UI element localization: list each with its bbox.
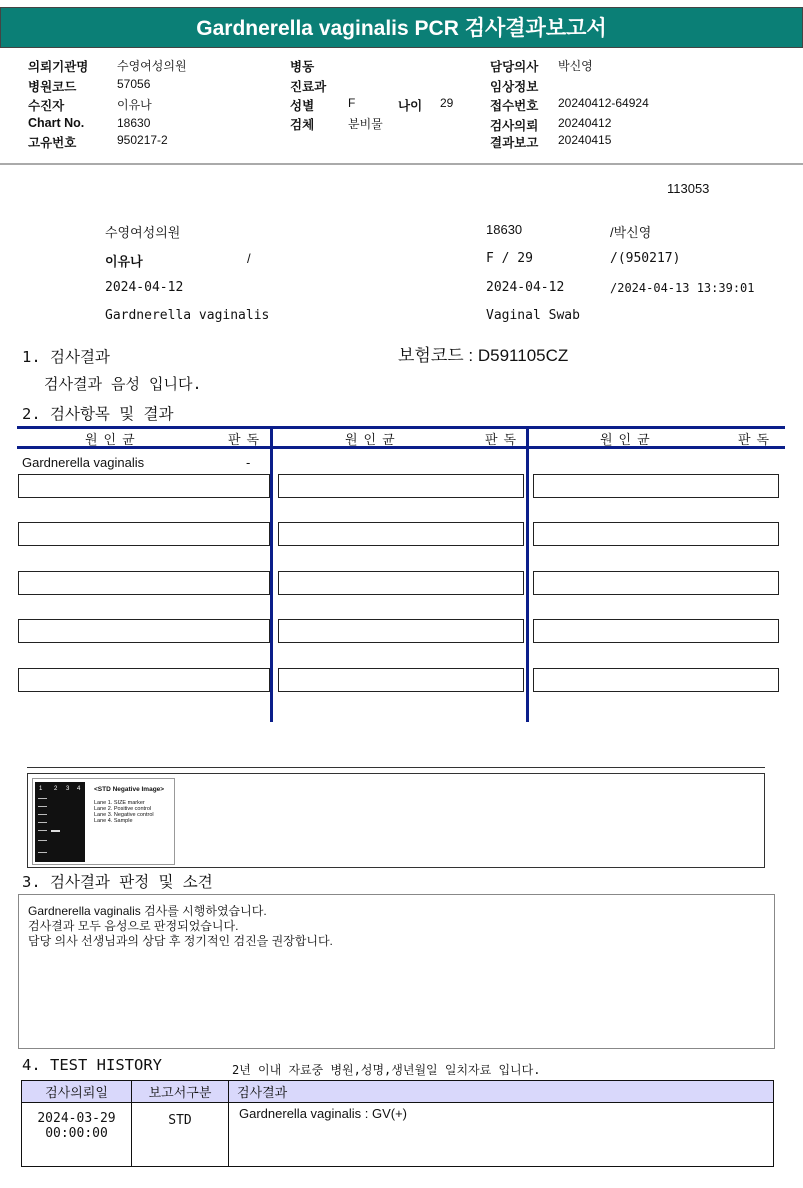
pathogen-judgment: - <box>246 455 251 470</box>
empty-result-cell <box>18 668 270 692</box>
history-type: STD <box>132 1103 229 1167</box>
gel-top-rule <box>27 767 765 768</box>
unique-label: 고유번호 <box>28 136 77 150</box>
gel-lane-1: 1 <box>39 786 43 792</box>
summary-doctor: /박신영 <box>610 225 652 240</box>
institution-value: 수영여성의원 <box>117 59 187 73</box>
table-row <box>22 1103 774 1167</box>
empty-result-cell <box>278 522 524 546</box>
chart-label: Chart No. <box>28 116 85 130</box>
history-col-type: 보고서구분 <box>132 1081 229 1103</box>
report-id: 113053 <box>667 181 710 196</box>
chart-value: 18630 <box>117 116 151 130</box>
age-value: 29 <box>440 96 454 110</box>
summary-receipt-date: 2024-04-12 <box>486 280 565 295</box>
gel-legend-2: Lane 2. Positive control <box>94 806 152 812</box>
empty-result-cell <box>278 474 524 498</box>
patient-value: 이유나 <box>117 98 152 112</box>
gel-band <box>38 852 47 853</box>
grid-divider-1 <box>270 426 273 722</box>
summary-clinic: 수영여성의원 <box>105 225 181 240</box>
doctor-value: 박신영 <box>558 59 593 73</box>
history-date: 2024-03-29 <box>37 1111 116 1126</box>
age-label: 나이 <box>398 99 423 113</box>
comment-line-1: Gardnerella vaginalis 검사를 시행하였습니다. <box>28 904 267 918</box>
empty-result-cell <box>278 571 524 595</box>
section1-title: 1. 검사결과 <box>22 348 110 366</box>
unique-value: 950217-2 <box>117 133 168 147</box>
request-value: 20240412 <box>558 116 612 130</box>
gel-legend-3: Lane 3. Negative control <box>94 812 154 818</box>
comment-line-3: 담당 의사 선생님과의 상담 후 정기적인 검진을 권장합니다. <box>28 934 333 948</box>
empty-result-cell <box>278 619 524 643</box>
specimen-value: 분비물 <box>348 117 383 131</box>
pathogen-name: Gardnerella vaginalis <box>22 455 145 470</box>
sex-label: 성별 <box>290 99 315 113</box>
empty-result-cell <box>533 668 779 692</box>
empty-result-cell <box>533 522 779 546</box>
report-label: 결과보고 <box>490 136 539 150</box>
summary-slash: / <box>247 251 251 266</box>
gel-legend-4: Lane 4. Sample <box>94 818 133 824</box>
receipt-value: 20240412-64924 <box>558 96 649 110</box>
gel-band <box>38 840 47 841</box>
section4-title: 4. TEST HISTORY <box>22 1056 162 1074</box>
empty-result-cell <box>533 619 779 643</box>
history-note: 2년 이내 자료중 병원,성명,생년월일 일치자료 입니다. <box>232 1063 541 1077</box>
gel-lane-2: 2 <box>54 786 58 792</box>
history-col-result: 검사결과 <box>229 1081 774 1103</box>
grid-divider-2 <box>526 426 529 722</box>
gel-band <box>38 830 47 831</box>
request-label: 검사의뢰 <box>490 119 539 133</box>
col-judgment-2: 판독 <box>485 433 523 448</box>
gel-lane-4: 4 <box>77 786 81 792</box>
gel-band <box>38 806 47 807</box>
empty-result-cell <box>533 571 779 595</box>
gel-band <box>38 814 47 815</box>
summary-birth: /(950217) <box>610 251 681 266</box>
history-date-cell <box>22 1103 132 1167</box>
specimen-label: 검체 <box>290 118 315 132</box>
report-title: Gardnerella vaginalis PCR 검사결과보고서 <box>0 7 803 48</box>
col-pathogen-1: 원인균 <box>85 433 141 448</box>
col-pathogen-3: 원인균 <box>600 433 656 448</box>
gel-band <box>38 822 47 823</box>
insurance-code: 보험코드 : D591105CZ <box>398 346 569 365</box>
doctor-label: 담당의사 <box>490 60 539 74</box>
summary-patient-name: 이유나 <box>105 254 143 269</box>
summary-test-name: Gardnerella vaginalis <box>105 308 270 323</box>
gel-caption: <STD Negative Image> <box>94 786 165 793</box>
history-time: 00:00:00 <box>45 1126 108 1141</box>
summary-chart-no: 18630 <box>486 222 523 237</box>
col-pathogen-2: 원인균 <box>345 433 401 448</box>
summary-request-date: 2024-04-12 <box>105 280 184 295</box>
empty-result-cell <box>278 668 524 692</box>
report-value: 20240415 <box>558 133 612 147</box>
gel-band <box>38 798 47 799</box>
section2-title: 2. 검사항목 및 결과 <box>22 405 174 423</box>
institution-label: 의뢰기관명 <box>28 60 89 74</box>
receipt-label: 접수번호 <box>490 99 539 113</box>
history-header-row <box>22 1081 774 1103</box>
history-col-date: 검사의뢰일 <box>22 1081 132 1103</box>
section3-title: 3. 검사결과 판정 및 소견 <box>22 873 213 891</box>
col-judgment-1: 판독 <box>228 433 266 448</box>
empty-result-cell <box>18 571 270 595</box>
comment-line-2: 검사결과 모두 음성으로 판정되었습니다. <box>28 919 239 933</box>
result-summary-text: 검사결과 음성 입니다. <box>44 375 202 393</box>
ward-label: 병동 <box>290 60 315 74</box>
summary-specimen: Vaginal Swab <box>486 308 580 323</box>
hospital-code-value: 57056 <box>117 77 151 91</box>
clinical-label: 임상정보 <box>490 80 539 94</box>
empty-result-cell <box>18 474 270 498</box>
dept-label: 진료과 <box>290 80 327 94</box>
summary-report-datetime: /2024-04-13 13:39:01 <box>610 281 755 295</box>
gel-lane-3: 3 <box>66 786 70 792</box>
patient-label: 수진자 <box>28 99 65 113</box>
summary-sex-age: F / 29 <box>486 251 533 266</box>
sex-value: F <box>348 96 356 110</box>
empty-result-cell <box>533 474 779 498</box>
empty-result-cell <box>18 522 270 546</box>
gel-band <box>51 830 60 832</box>
hospital-code-label: 병원코드 <box>28 80 77 94</box>
header-divider <box>0 163 803 165</box>
gel-legend-1: Lane 1. SIZE marker <box>94 800 145 806</box>
empty-result-cell <box>18 619 270 643</box>
col-judgment-3: 판독 <box>738 433 776 448</box>
history-result: Gardnerella vaginalis : GV(+) <box>229 1103 774 1167</box>
history-table <box>21 1080 774 1167</box>
